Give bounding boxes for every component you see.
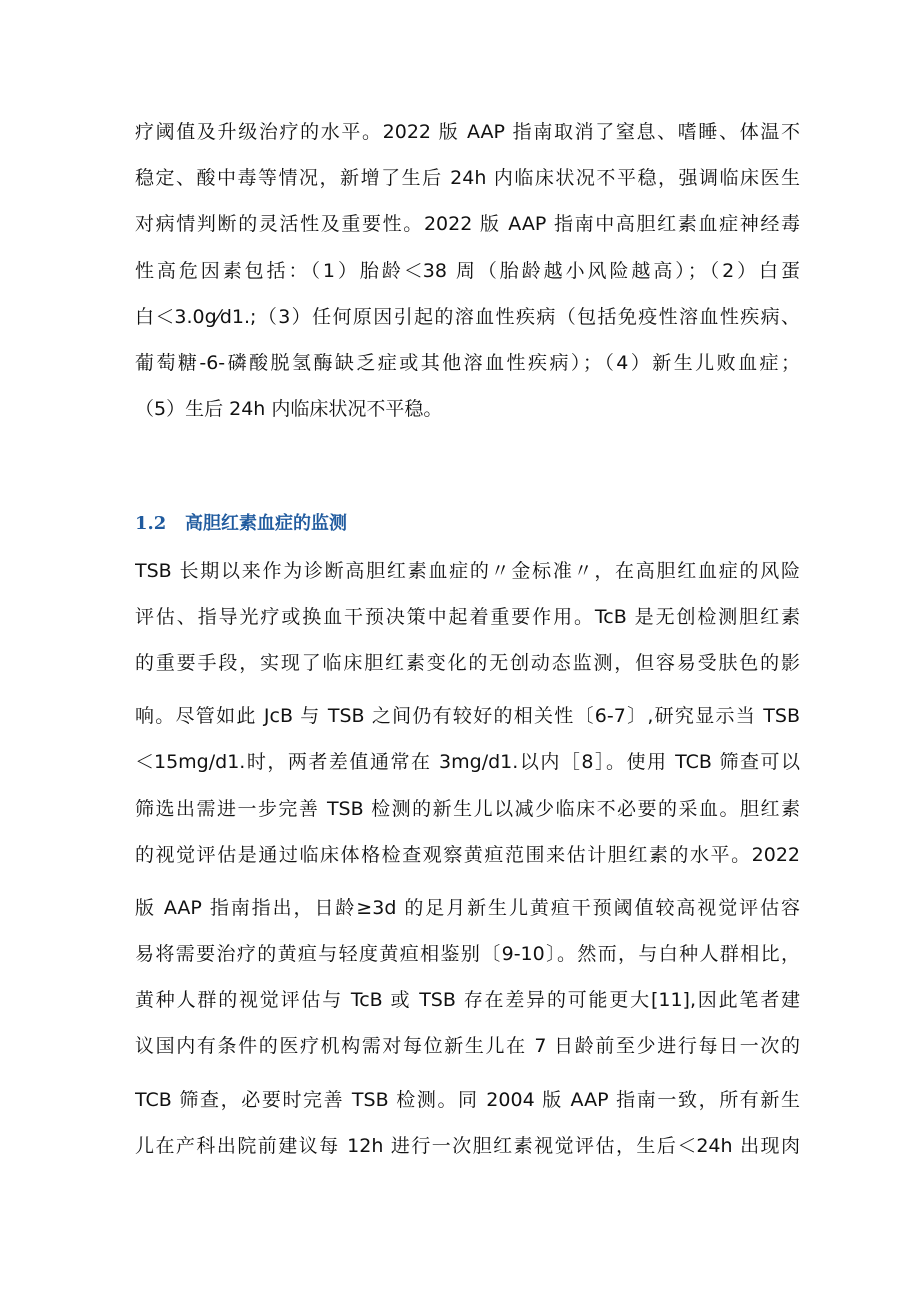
paragraph-line: 评估、指导光疗或换血干预决策中起着重要作用。TcB 是无创检测胆红素: [135, 606, 800, 628]
paragraph-line: 儿在产科出院前建议每 12h 进行一次胆红素视觉评估，生后＜24h 出现肉: [135, 1135, 800, 1157]
paragraph-line: 的重要手段，实现了临床胆红素变化的无创动态监测，但容易受肤色的影: [135, 652, 800, 674]
paragraph-line: 版 AAP 指南指出，日龄≥3d 的足月新生儿黄疸干预阈值较高视觉评估容: [135, 897, 800, 919]
paragraph-line: 白＜3.0g⁄d1.;（3）任何原因引起的溶血性疾病（包括免疫性溶血性疾病、: [135, 306, 800, 328]
paragraph-line: 疗阈值及升级治疗的水平。2022 版 AAP 指南取消了窒息、嗜睡、体温不: [135, 121, 800, 143]
paragraph-line: 对病情判断的灵活性及重要性。2022 版 AAP 指南中高胆红素血症神经毒: [135, 213, 800, 235]
paragraph-line: 黄种人群的视觉评估与 TcB 或 TSB 存在差异的可能更大[11],因此笔者建: [135, 989, 800, 1011]
paragraph-line: 响。尽管如此 JcB 与 TSB 之间仍有较好的相关性〔6-7〕,研究显示当 TSB: [135, 705, 800, 727]
section-number: 1.2: [135, 513, 167, 534]
paragraph-line: TSB 长期以来作为诊断高胆红素血症的〃金标准〃，在高胆红血症的风险: [135, 560, 800, 582]
paragraph-line: 稳定、酸中毒等情况，新增了生后 24h 内临床状况不平稳，强调临床医生: [135, 167, 800, 189]
paragraph-line: （5）生后 24h 内临床状况不平稳。: [135, 398, 443, 420]
paragraph-line: 筛选出需进一步完善 TSB 检测的新生儿以减少临床不必要的采血。胆红素: [135, 798, 800, 820]
paragraph-line: 的视觉评估是通过临床体格检查观察黄疸范围来估计胆红素的水平。2022: [135, 844, 800, 866]
paragraph-line: 议国内有条件的医疗机构需对每位新生儿在 7 日龄前至少进行每日一次的: [135, 1035, 800, 1057]
paragraph-line: 性高危因素包括：（1）胎龄＜38 周（胎龄越小风险越高）；（2）白蛋: [135, 260, 800, 282]
paragraph-line: 易将需要治疗的黄疸与轻度黄疸相鉴别〔9-10〕。然而，与白种人群相比，: [135, 943, 800, 965]
paragraph-line: ＜15mg/d1.时，两者差值通常在 3mg/d1.以内［8］。使用 TCB 筛查可以: [135, 751, 800, 773]
paragraph-line: 葡萄糖-6-磷酸脱氢酶缺乏症或其他溶血性疾病）；（4）新生儿败血症；: [135, 352, 800, 374]
paragraph-line: TCB 筛查，必要时完善 TSB 检测。同 2004 版 AAP 指南一致，所有新生: [135, 1089, 800, 1111]
section-title: 高胆红素血症的监测: [185, 513, 347, 534]
section-heading: [135, 509, 347, 539]
